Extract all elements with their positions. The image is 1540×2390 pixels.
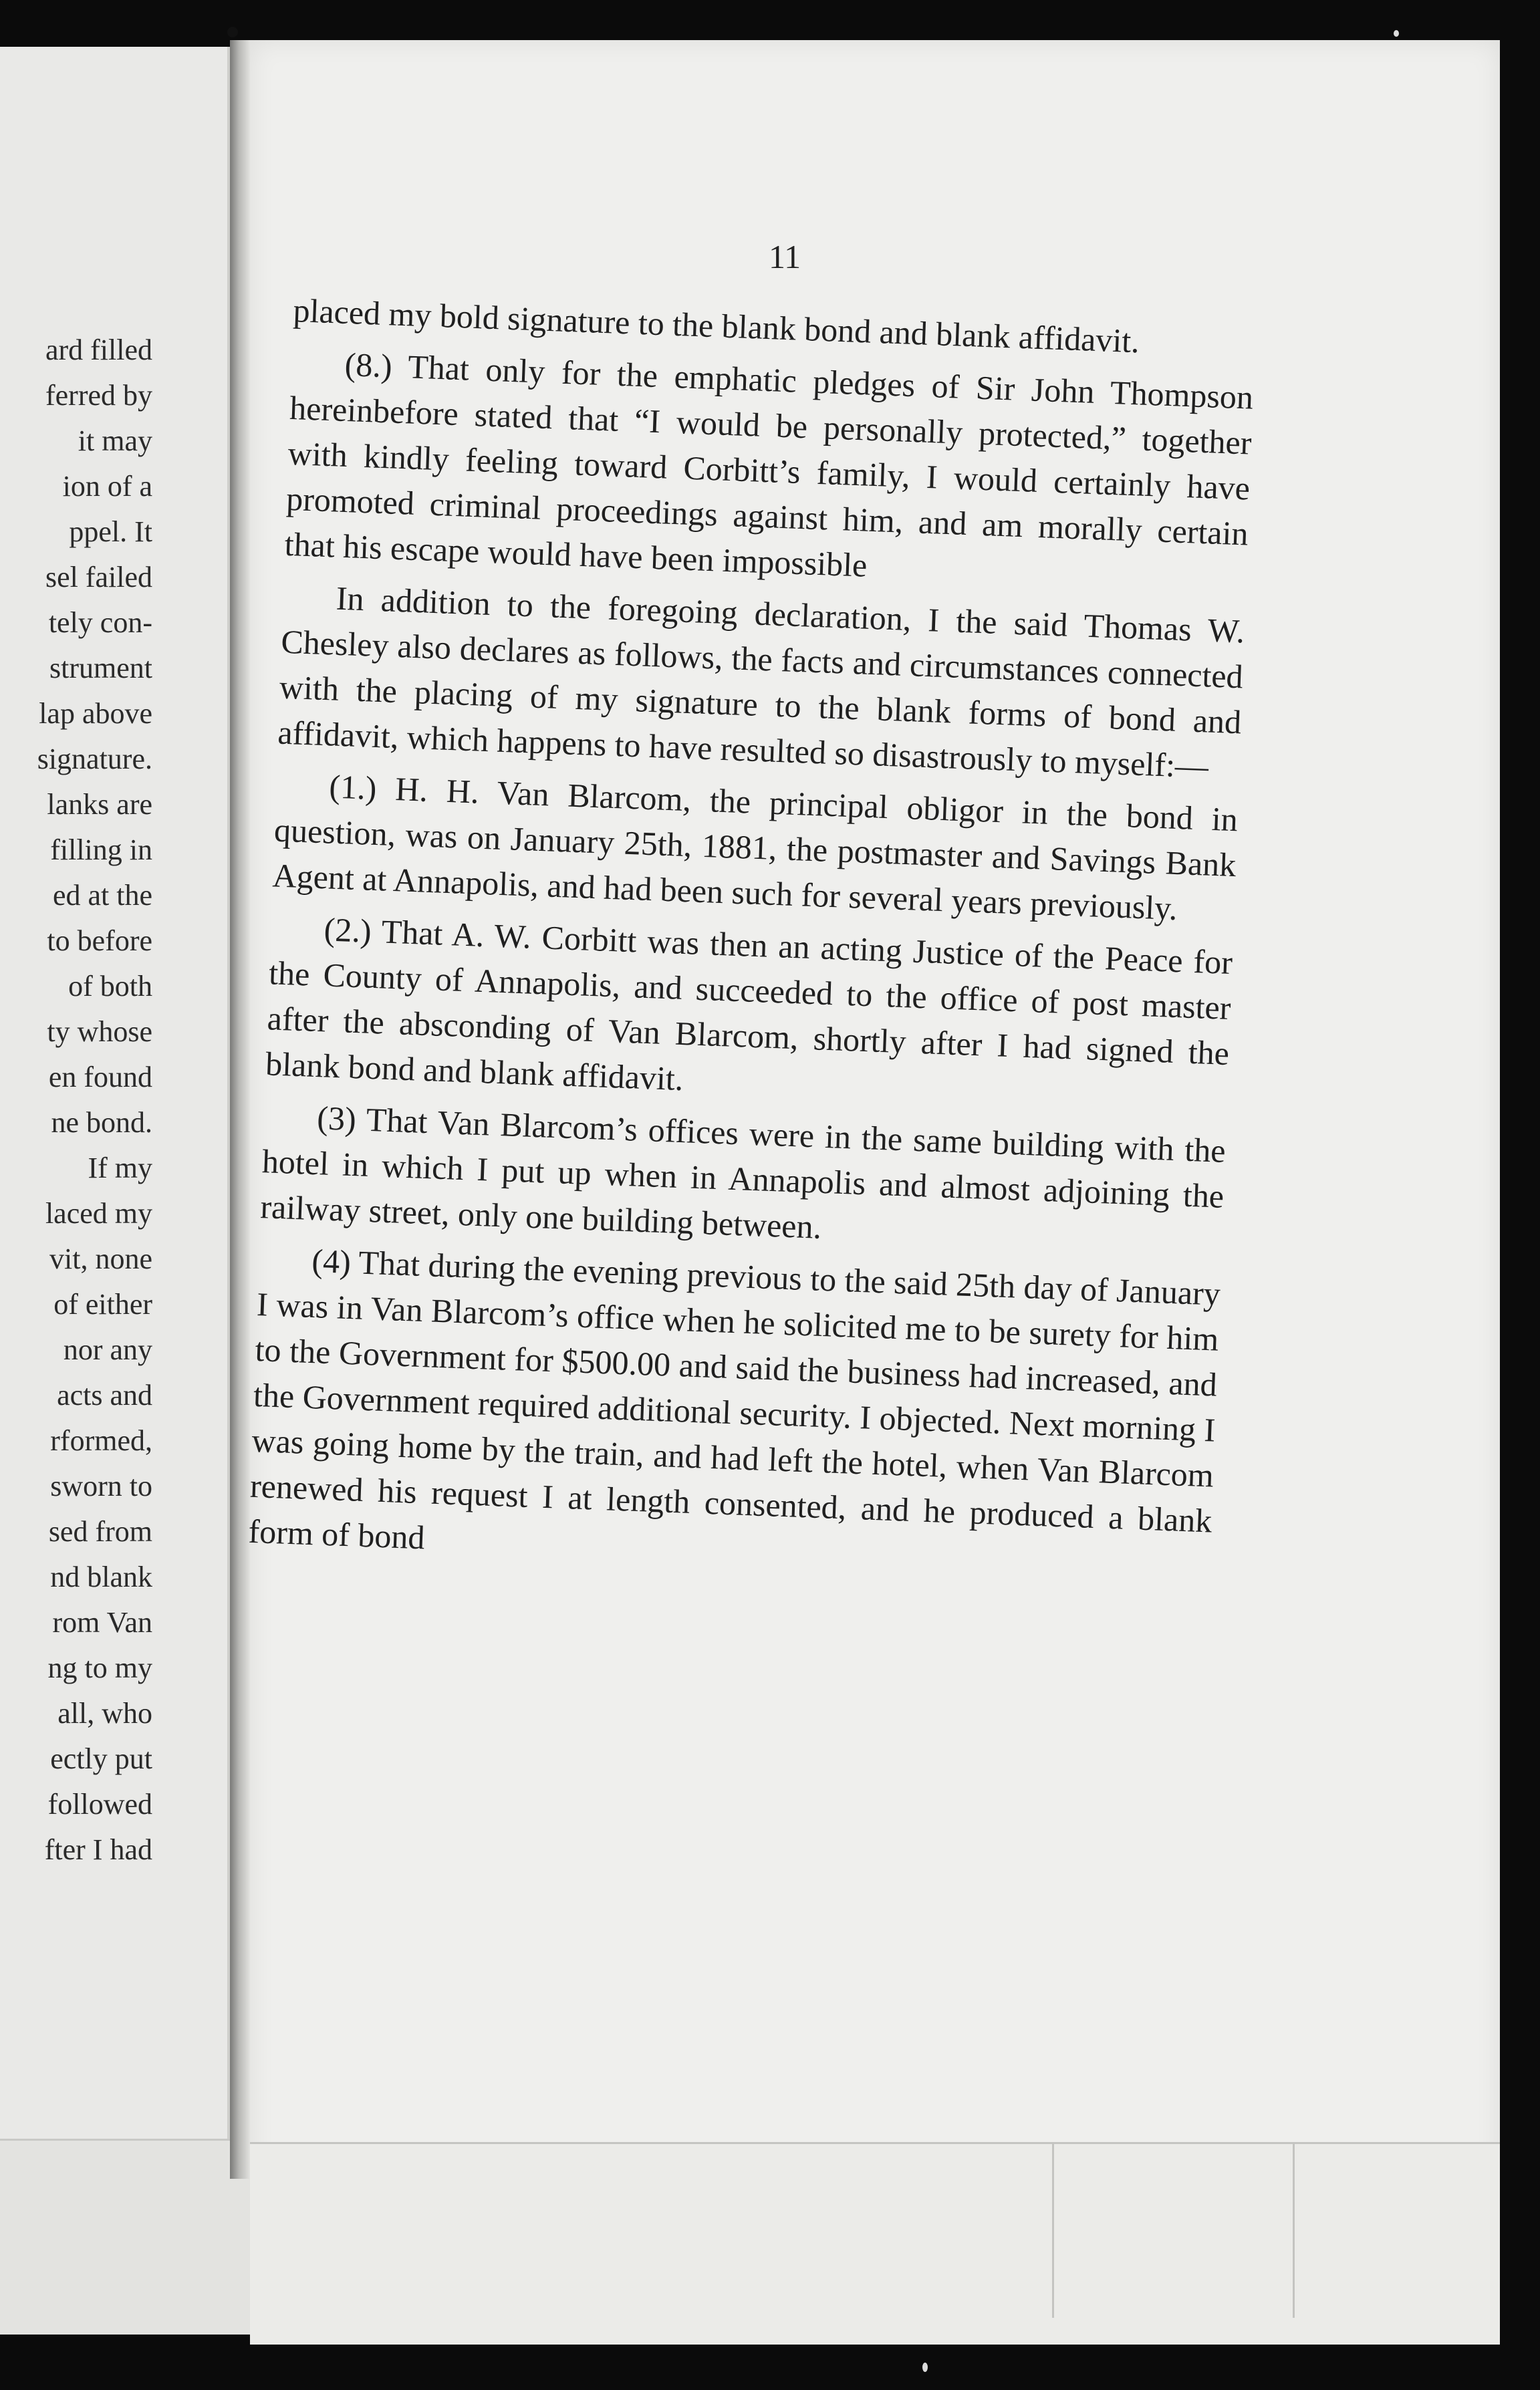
left-page-line: acts and [57, 1379, 152, 1412]
left-page-line: nor any [63, 1333, 152, 1366]
left-page-bottom-fold [0, 2139, 250, 2335]
left-page-line: to before [47, 924, 152, 957]
paragraph: In addition to the foregoing declaration, I the said Thomas W. Chesley also declares as follows, the facts and circumstances connected with the placing of my signature to the blank forms of bond and affidavit, which happens to have resulted so disastrously to myself:— [277, 579, 1246, 785]
left-page-line: lanks are [47, 788, 152, 821]
page-body-text [247, 287, 1256, 1595]
book-spine-gutter [230, 40, 250, 2179]
left-page-line: lap above [39, 697, 152, 730]
left-page-line: en found [48, 1061, 152, 1093]
scan-speck [922, 2363, 928, 2372]
fold-crease [1052, 2144, 1054, 2318]
left-page-line: filling in [50, 833, 152, 866]
left-page-line: followed [47, 1788, 152, 1821]
left-page-line: ferred by [45, 379, 152, 412]
left-page-line: fter I had [44, 1833, 152, 1866]
scan-speck [227, 27, 238, 37]
left-page [0, 47, 230, 2139]
page-number: 11 [769, 238, 801, 275]
paragraph: (3) That Van Blarcom’s offices were in the same building with the hotel in which I put up when in Annapolis and almost adjoining the railway street, only one building between. [259, 1099, 1227, 1246]
left-page-line: ne bond. [51, 1106, 152, 1139]
left-page-line: of either [53, 1288, 152, 1321]
fold-crease [1293, 2144, 1295, 2318]
left-page-line: ty whose [47, 1015, 152, 1048]
left-page-line: ng to my [47, 1651, 152, 1684]
left-page-line: rformed, [50, 1424, 152, 1457]
left-page-line: it may [78, 424, 152, 457]
left-page-line: nd blank [50, 1561, 152, 1593]
left-page-line: rom Van [52, 1606, 152, 1639]
right-page-bottom-fold [250, 2142, 1500, 2345]
left-page-line: tely con- [48, 606, 152, 639]
paragraph: (8.) That only for the emphatic pledges of Sir John Thompson hereinbefore stated that “I would be personally protected,” together with kindly feeling toward Corbitt’s family, I would certainly have promoted criminal proceedings against him, and am morally certain that his escape would have been impossible [283, 345, 1254, 584]
scan-speck [1394, 30, 1399, 37]
left-page-line: all, who [57, 1697, 152, 1730]
left-page-line: strument [49, 652, 152, 684]
left-page-line: If my [88, 1152, 152, 1184]
left-page-line: signature. [37, 743, 152, 775]
left-page-line: ppel. It [69, 515, 152, 548]
left-page-line: ectly put [50, 1742, 152, 1775]
left-page-line: ard filled [45, 334, 152, 366]
left-page-line: sed from [48, 1515, 152, 1548]
paragraph: (4) That during the evening previous to the said 25th day of January I was in Van Blarcom’s office when he solicited me to be surety for him to the Government for $500.00 and said the business had increased, and the Government required additional security. I objected. Next morning I was going home by the train, and had left the hotel, when Van Blarcom renewed his request I at length consented, and he produced a blank form of bond [247, 1241, 1221, 1557]
left-page-line: laced my [45, 1197, 152, 1230]
left-page-line: ion of a [62, 470, 152, 503]
left-page-line: sel failed [45, 561, 152, 593]
left-page-line: ed at the [52, 879, 152, 912]
paragraph: (2.) That A. W. Corbitt was then an acting Justice of the Peace for the County of Annapolis, and succeeded to the office of post master after the absconding of Van Blarcom, shortly after I had signed the blank bond and blank affidavit. [265, 910, 1233, 1098]
left-page-line: of both [68, 970, 152, 1003]
paragraph: placed my bold signature to the blank bond and blank affidavit. [292, 291, 1140, 360]
paragraph: (1.) H. H. Van Blarcom, the principal obligor in the bond in question, was on January 25th, 1881, the postmaster and Savings Bank Agent at Annapolis, and had been such for several years previously. [271, 767, 1239, 928]
left-page-line: sworn to [50, 1470, 152, 1502]
left-page-line: vit, none [49, 1242, 152, 1275]
